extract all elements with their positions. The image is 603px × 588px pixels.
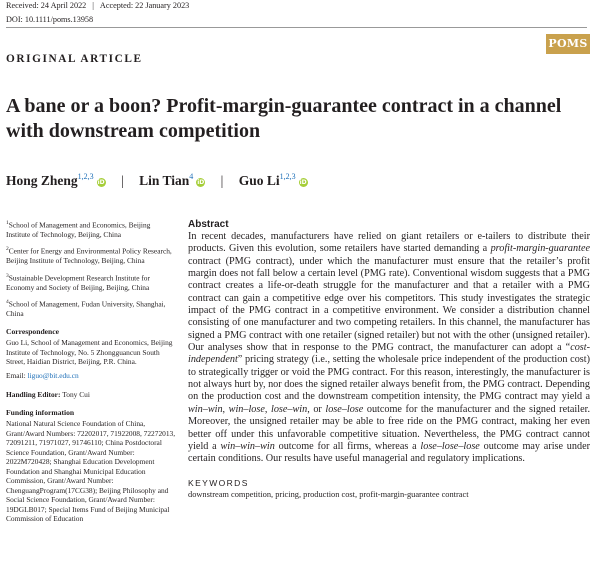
- affiliation: [6, 219, 176, 239]
- abstract-italic-term: lose–win: [271, 403, 308, 415]
- abstract-italic-term: lose–lose–lose: [420, 440, 480, 452]
- abstract-text: [188, 231, 590, 466]
- author-separator: |: [220, 173, 224, 188]
- email-label: Email:: [6, 370, 28, 380]
- affiliation: [6, 272, 176, 292]
- correspondence-heading: Correspondence: [6, 326, 60, 336]
- abstract-text-run: , or: [307, 403, 326, 415]
- abstract-text-run: ” pricing strategy (i.e., setting the wholesale price independent of the production cost) to strategically trigger or void the PMG contract. For this reason, interestingly, the manufacturer is not always hurt by, nor does the signed retailer always benefit from, the PMG contract. Depending on the production cost and the downstream competition intensity, the PMG contract may yield a: [188, 354, 590, 403]
- orcid-icon[interactable]: iD: [197, 179, 205, 186]
- abstract-italic-term: cost-independent: [188, 342, 590, 366]
- abstract-italic-term: win–win: [188, 403, 223, 415]
- handling-editor-line: [6, 390, 176, 400]
- abstract-text-run: In recent decades, manufacturers have relied on giant retailers or e-tailers to distribute their products. Given this evolution, some retailers have started demanding a: [188, 231, 590, 255]
- affiliation-text: Sustainable Development Research Institute for Economy and Society of Beijing, Beijing, China: [6, 273, 150, 292]
- keywords-text: downstream competition, pricing, production cost, profit-margin-guarantee contract: [188, 489, 469, 499]
- affiliation-text: School of Management and Economics, Beijing Institute of Technology, Beijing, China: [6, 220, 151, 239]
- correspondence-email-line: [6, 371, 176, 381]
- author-list: [6, 172, 308, 189]
- affiliation: [6, 245, 176, 265]
- received-accepted-line: [6, 1, 189, 10]
- affiliation-text: School of Management, Fudan University, Shanghai, China: [6, 299, 166, 319]
- affiliation-number: 3: [6, 272, 9, 279]
- author-name[interactable]: Lin Tian: [139, 173, 190, 188]
- abstract-text-run: contract (PMG contract), under which the manufacturer must ensure that the retailer’s profit margin does not fall below a certain level (PMG rate). Conventional wisdom suggests that a PMG contract creates a life-or-death struggle for the manufacturer and that a retailer with a PMG contract can gain a competitive edge over his competitors. This study investigates the strategic impact of the PMG contract in a competitive environment. We consider a distribution channel consisting of one manufacturer and two competing retailers. In this channel, the manufacturer has signed a PMG contract with one retailer (signed retailer) but not with the other (unsigned retailer). Our analyses show that in response to the PMG contract, the manufacturer can adopt a “: [188, 255, 590, 354]
- author-affiliation-markers: 1,2,3: [279, 172, 296, 181]
- abstract-text-run: outcome for all firms, whereas a: [274, 440, 421, 452]
- abstract-text-run: outcome may arise under certain conditions. Our results have useful managerial and regulatory implications.: [188, 440, 591, 465]
- handling-editor-name: Tony Cui: [62, 390, 90, 400]
- funding-text: National Natural Science Foundation of China, Grant/Award Numbers: 72202017, 71922008, 72272013, 72091211, 71971027, 91746110; China Postdoctoral Science Foundation, Grant/Award Number: 2022M720428; Shanghai Education Development Foundation and Shanghai Municipal Education Commission, Grant/Award Number: ChenguangProgram(17CG38); Beijing Philosophy and Social Science Foundation, Grant/Award Number: 19DGLB017; Special Items Fund of Beijing Municipal Commission of Education: [6, 419, 176, 524]
- affiliation-number: 4: [6, 299, 9, 306]
- article-type: ORIGINAL ARTICLE: [6, 53, 143, 65]
- abstract-heading: Abstract: [188, 219, 229, 230]
- affiliation: [6, 298, 176, 318]
- doi-link[interactable]: DOI: 10.1111/poms.13958: [6, 15, 94, 24]
- author-affiliation-markers: 4: [189, 172, 194, 181]
- journal-logo: POMS: [546, 34, 590, 54]
- author-name[interactable]: Guo Li: [238, 173, 280, 188]
- abstract-italic-term: win–win–win: [220, 440, 275, 452]
- handling-editor-heading: Handling Editor:: [6, 390, 63, 400]
- author-name[interactable]: Hong Zheng: [6, 173, 78, 188]
- abstract-italic-term: profit-margin-guarantee: [490, 243, 590, 255]
- correspondence-text: Guo Li, School of Management and Economics, Beijing Institute of Technology, No. 5 Zhongguancun South Street, Haidian District, Beijing, P.R. China.: [6, 338, 173, 367]
- affiliation-number: 1: [6, 220, 9, 226]
- header-rule: [6, 27, 587, 28]
- email-link[interactable]: liguo@bit.edu.cn: [27, 370, 79, 380]
- sidebar-info: [6, 219, 176, 528]
- keywords-heading: KEYWORDS: [188, 477, 249, 488]
- orcid-icon[interactable]: iD: [97, 179, 105, 186]
- abstract-text-run: ,: [222, 403, 229, 415]
- author-separator: |: [121, 173, 124, 188]
- accepted-date: Accepted: 22 January 2023: [99, 1, 190, 10]
- affiliation-text: Center for Energy and Environmental Policy Research, Beijing Institute of Technology, Beijing, China: [6, 246, 172, 266]
- received-date: Received: 24 April 2022: [6, 1, 87, 10]
- main-column: [188, 219, 590, 499]
- abstract-italic-term: lose–lose: [325, 403, 364, 415]
- funding-heading: Funding information: [6, 407, 75, 417]
- orcid-icon[interactable]: iD: [299, 179, 307, 186]
- author-affiliation-markers: 1,2,3: [77, 172, 94, 181]
- affiliation-number: 2: [6, 246, 9, 253]
- paper-title: A bane or a boon? Profit-margin-guarantee contract in a channel with downstream competition: [6, 95, 562, 142]
- abstract-text-run: outcome for the manufacturer and the signed retailer. Moreover, the unsigned retailer may be able to free ride on the PMG contract, making her even better off under this unfavorable competitive situation. Nevertheless, the PMG contract cannot yield a: [188, 403, 590, 452]
- abstract-italic-term: win–lose: [228, 403, 265, 415]
- abstract-text-run: ,: [264, 403, 271, 415]
- header-separator: |: [92, 1, 94, 10]
